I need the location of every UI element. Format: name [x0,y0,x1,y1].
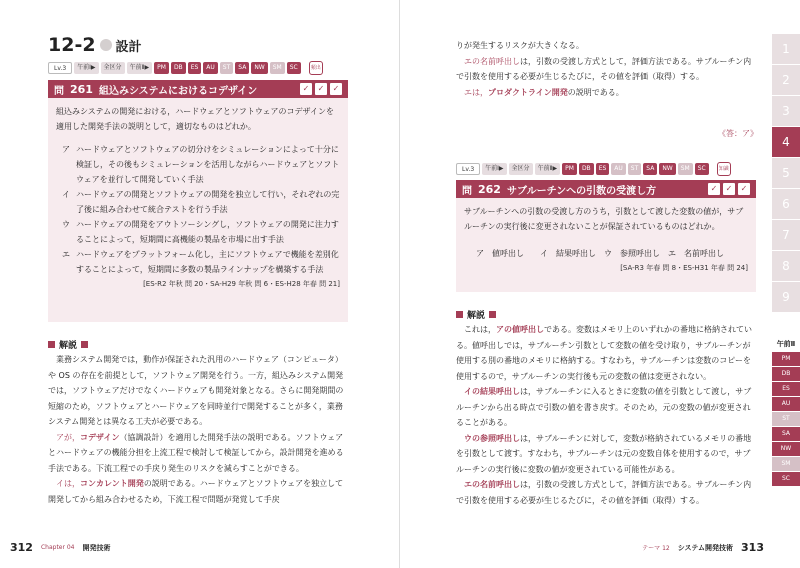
paragraph: りが発生するリスクが大きくなる。 [456,41,584,50]
paragraph [456,54,756,85]
keyword: プロダクトライン開発 [488,87,568,97]
exam-tag: AU [611,163,626,175]
explanation-label: 解説 [59,341,78,351]
square-icon [489,311,496,318]
choice-key: ウ [62,220,70,229]
exam-side-tab: DB [772,367,800,381]
explanation-heading [48,338,88,351]
exam-side-tab: SM [772,457,800,471]
exam-tag: ST [220,62,233,74]
exam-side-tab: ES [772,382,800,396]
paragraph-text: の説明である。ハードウェアとソフトウェアを独立して開発してから組み合わせるため，下流工程で問題が発覚して手戻 [48,479,344,504]
exam-side-tab: NW [772,442,800,456]
paragraph [48,430,350,477]
right-page [400,0,800,568]
checkbox-icon[interactable]: ✓ [300,83,312,95]
chapter-tab[interactable]: 6 [772,189,800,219]
exam-tag: 全区分 [509,163,533,175]
exam-tag: PM [562,163,577,175]
paragraph-text: は，引数の受渡し方式として，評価方法である。サブルーチン内で引数を使用する必要が生じるたびに，その値を評価（取得）する。 [456,56,752,81]
exam-tag: SM [270,62,285,74]
section-heading [48,34,142,56]
theme-title: システム開発技術 [677,543,734,552]
question-text: 組込みシステムの開発における，ハードウェアとソフトウェアのコデザインを適用した開発手法の説明として，適切なものはどれか。 [56,107,334,131]
paragraph [456,431,756,478]
chapter-label: Chapter 04 [40,544,75,551]
knowledge-icon: 知識 [717,162,731,176]
question-number: 262 [478,182,501,196]
choice-text: ハードウェアをプラットフォーム化し，主にソフトウェアで機能を差別化することによって，短期間に多数の製品ラインナップを構築する手法 [76,250,339,274]
chapter-tab[interactable]: 5 [772,158,800,188]
question-title: 組込みシステムにおけるコデザイン [98,85,258,97]
choice-text: ハードウェアの開発をアウトソーシングし，ソフトウェアの開発に注力することによって，短期間に高機能の製品を市場に出す手法 [76,220,339,244]
explanation-body [48,352,350,507]
choice-ref: エの名前呼出し [464,56,520,66]
choice-ref: エは， [464,87,488,97]
exam-side-tab: PM [772,352,800,366]
question-label: 問 [54,85,64,97]
question-title: サブルーチンへの引数の受渡し方 [506,185,657,197]
question-box [456,198,756,292]
exam-side-tab: ST [772,412,800,426]
level-label: Lv.3 [48,62,72,74]
choice-key: ア [62,145,70,154]
keyword: ウの参照呼出し [464,433,520,443]
paragraph [456,322,756,384]
explanation-body [456,322,756,508]
section-number: 12-2 [48,34,96,56]
exam-tag: NW [251,62,267,74]
question-box [48,98,348,322]
choice-key: エ [62,250,70,259]
exam-side-tabs [772,340,800,487]
exam-tag: 午前Ⅰ▶ [74,62,98,74]
exam-tag: AU [203,62,218,74]
explanation-label: 解説 [467,311,486,321]
exam-tag: DB [579,163,594,175]
page-number: 313 [741,541,764,554]
chapter-tab[interactable]: 7 [772,220,800,250]
choice-item [62,247,340,277]
square-icon [456,311,463,318]
check-boxes [708,183,750,195]
paragraph-text: は，引数の受渡し方式として，評価方法である。サブルーチン内で引数を使用する必要が生じるたびに，その値を評価（取得）する。 [456,480,752,505]
chapter-tabs [772,34,800,313]
choice-item [62,187,340,217]
exam-tag: ES [188,62,202,74]
paragraph-text: （協調設計）を適用した開発手法の説明である。ソフトウェアとハードウェアの機能分担を上流工程で検討して検証してから，設計開発を進める手法である。下流工程での手戻り発生のリスクを減らすことができる。 [48,432,344,473]
explanation-heading [456,308,496,321]
choice-text: ハードウェアの開発とソフトウェアの開発を独立して行い，それぞれの完了後に組み合わせて統合テストを行う手法 [76,190,340,214]
exam-tag: SC [287,62,301,74]
chapter-tab[interactable]: 4 [772,127,800,157]
checkbox-icon[interactable]: ✓ [723,183,735,195]
paragraph: 業務システム開発では，動作が保証された汎用のハードウェア（コンピュータ）や OS の存在を前提として，ソフトウェア開発を行う。一方，組込みシステム開発では，ソフトウェアだけでなくハードウェアも開発対象となる。さらに開発期間の短縮のため，ソフトウェアとハードウェアを同時並行で開発することが多く，業務システム開発とは異なる工夫が必要である。 [48,355,344,426]
checkbox-icon[interactable]: ✓ [708,183,720,195]
exam-tag: SC [695,163,709,175]
checkbox-icon[interactable]: ✓ [315,83,327,95]
exam-tag: 全区分 [101,62,125,74]
keyword: エの名前呼出し [464,480,520,489]
question-label: 問 [462,185,472,197]
exam-tag: ST [628,163,641,175]
exam-side-tab: SA [772,427,800,441]
left-footer [10,541,111,554]
theme-label: テーマ 12 [642,545,670,552]
exam-tag: SA [235,62,249,74]
choice-item [62,217,340,247]
question-source: [ES-R2 年秋 問 20・SA-H29 年秋 問 6・ES-H28 年春 問 21] [143,280,340,288]
paragraph-text: である。変数はメモリ上のいずれかの番地に格納されている。値呼出しでは，サブルーチン引数として変数の値を受け取り，サブルーチンが使用する別の番地のメモリに格納する。すなわち，サブルーチンは変数のコピーを使用するので，サブルーチンの実行後も元の変数の値は変更されない。 [456,325,752,381]
level-bar [48,62,323,74]
exam-tag: SM [678,163,693,175]
section-title: 設計 [115,39,142,55]
question-source: [SA-R3 年春 問 8・ES-H31 年春 問 24] [620,264,748,272]
exam-tag: ES [596,163,610,175]
chapter-tab[interactable]: 9 [772,282,800,312]
choice-text: ハードウェアとソフトウェアの切分けをシミュレーションによって十分に検証し，その後もシミュレーションを活用しながらハードウェアとソフトウェアを並行して開発していく手法 [76,145,340,184]
keyword: コデザイン [80,432,120,442]
chapter-tab[interactable]: 1 [772,34,800,64]
paragraph [48,476,350,507]
question-header [48,80,348,98]
level-bar [456,163,731,175]
exam-tag: 午前Ⅱ▶ [535,163,561,175]
exam-tag: DB [171,62,186,74]
checkbox-icon[interactable]: ✓ [738,183,750,195]
choice-ref: イは， [56,479,80,488]
exam-tag: SA [643,163,657,175]
square-icon [48,341,55,348]
question-number: 261 [70,82,93,96]
paragraph-text: は，サブルーチンに入るときに変数の値を引数として渡し，サブルーチンから出る時点で引数の値を書き戻す。そのため，元の変数の値が変更されることがある。 [456,387,752,427]
paragraph-text: これは， [464,325,496,334]
right-footer [642,541,764,554]
explanation-continued [456,38,756,100]
side-label: 午前Ⅱ [776,340,796,348]
exam-tag: PM [154,62,169,74]
keyword: イの結果呼出し [464,387,520,396]
square-icon [81,341,88,348]
chapter-tab[interactable]: 3 [772,96,800,126]
exam-side-tab: SC [772,472,800,486]
paragraph-text: の説明である。 [567,87,624,97]
question-text: サブルーチンへの引数の受渡し方のうち，引数として渡した変数の値が，サブルーチンの実行後に変更されないことが保証されているものはどれか。 [464,207,744,231]
choices-line: ア 値呼出し イ 結果呼出し ウ 参照呼出し エ 名前呼出し [476,249,724,258]
paragraph [456,477,756,508]
exam-tag: NW [659,163,675,175]
exam-side-tab: AU [772,397,800,411]
paragraph [456,384,756,431]
exam-tag: 午前Ⅱ▶ [127,62,153,74]
chapter-tab[interactable]: 8 [772,251,800,281]
frequency-icon: 頻出 [309,61,323,75]
keyword: コンカレント開発 [80,479,144,488]
exam-tag: 午前Ⅰ▶ [482,163,506,175]
section-dot-icon [100,39,112,51]
keyword: アの値呼出し [496,325,544,334]
paragraph-text: は，サブルーチンに対して，変数が格納されているメモリの番地を引数として渡す。すなわち，サブルーチンは元の変数自体を使用するので，サブルーチンの実行後に変数の値が変更されている可能性がある。 [456,433,752,474]
answer-label: 《答：ア》 [718,129,758,138]
choice-item [62,142,340,187]
choice-ref: アが， [56,432,80,442]
page-number: 312 [10,541,33,554]
checkbox-icon[interactable]: ✓ [330,83,342,95]
chapter-title: 開発技術 [82,543,111,552]
question-header [456,180,756,198]
paragraph [456,85,756,101]
choice-key: イ [62,190,70,199]
level-label: Lv.3 [456,163,480,175]
chapter-tab[interactable]: 2 [772,65,800,95]
check-boxes [300,83,342,95]
